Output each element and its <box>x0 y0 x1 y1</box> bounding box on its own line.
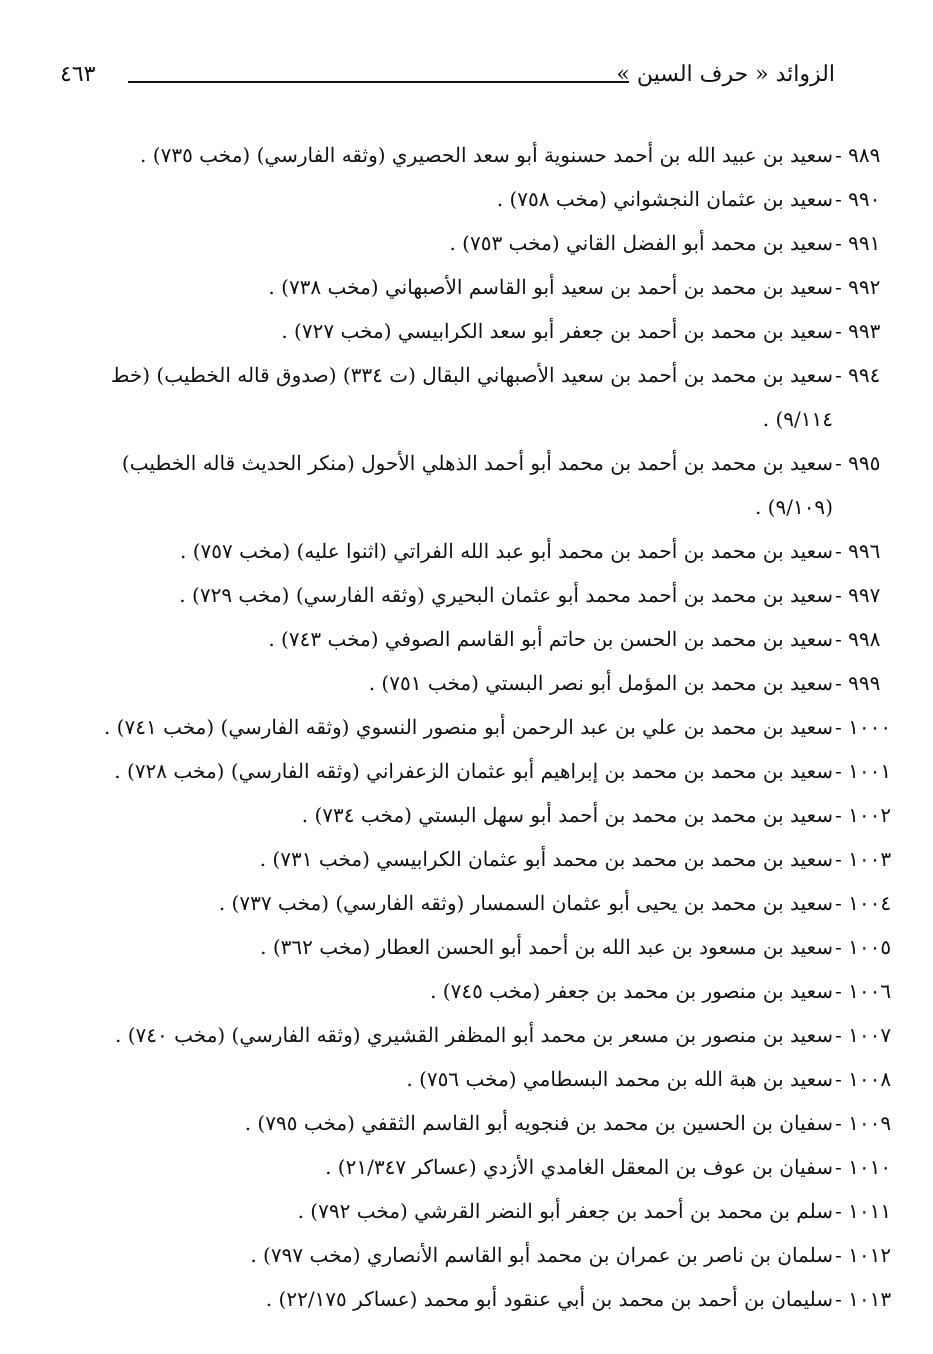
entry-number: ٩٩٨ - <box>835 627 881 651</box>
entry-text: سعيد بن هبة الله بن محمد البسطامي (مخب ٧٥٦) . <box>406 1067 833 1091</box>
list-item <box>63 1189 892 1233</box>
entry-number: ١٠٠٦ - <box>835 979 892 1003</box>
entry-number: ١٠٠٣ - <box>835 847 892 871</box>
running-title: الزوائد « حرف السين » <box>616 62 835 87</box>
list-item <box>63 793 892 837</box>
entry-number: ٩٩٢ - <box>835 275 881 299</box>
entry-number: ٩٩١ - <box>835 231 881 255</box>
entry-number: ١٠١١ - <box>835 1199 892 1223</box>
entry-number: ١٠٠٧ - <box>835 1023 892 1047</box>
entry-text: سعيد بن محمد بن أحمد بن محمد أبو أحمد الذهلي الأحول (منكر الحديث قاله الخطيب) (٩/١٠٩) . <box>121 451 833 519</box>
entry-text: سعيد بن محمد بن المؤمل أبو نصر البستي (مخب ٧٥١) . <box>368 671 833 695</box>
list-item <box>63 529 881 573</box>
entry-text: سعيد بن عثمان النجشواني (مخب ٧٥٨) . <box>496 187 833 211</box>
entry-text: سلمان بن ناصر بن عمران بن محمد أبو القاسم الأنصاري (مخب ٧٩٧) . <box>250 1243 833 1267</box>
entry-text: سعيد بن محمد بن علي بن عبد الرحمن أبو منصور النسوي (وثقه الفارسي) (مخب ٧٤١) . <box>103 715 833 739</box>
entry-number: ٩٩٠ - <box>835 187 881 211</box>
entry-number: ١٠٠٥ - <box>835 935 892 959</box>
list-item <box>63 221 881 265</box>
entry-number: ٩٩٩ - <box>835 671 881 695</box>
entry-number: ١٠٠٠ - <box>835 715 892 739</box>
entry-number: ٩٩٤ - <box>835 363 881 387</box>
list-item <box>63 969 892 1013</box>
entry-text: سفيان بن الحسين بن محمد بن فنجويه أبو القاسم الثقفي (مخب ٧٩٥) . <box>244 1111 833 1135</box>
entry-number: ١٠٠٤ - <box>835 891 892 915</box>
entry-text: سلم بن محمد بن أحمد بن جعفر أبو النضر القرشي (مخب ٧٩٢) . <box>297 1199 833 1223</box>
entry-number: ١٠٠٩ - <box>835 1111 892 1135</box>
entry-text: سعيد بن عبيد الله بن أحمد حسنوية أبو سعد الحصيري (وثقه الفارسي) (مخب ٧٣٥) . <box>140 143 833 167</box>
list-item <box>63 1277 892 1321</box>
list-item <box>63 133 881 177</box>
list-item <box>63 177 881 221</box>
list-item <box>63 309 881 353</box>
entry-number: ١٠١٣ - <box>835 1287 892 1311</box>
page-header <box>60 58 835 98</box>
entry-list <box>63 133 892 1321</box>
entry-number: ٩٩٥ - <box>835 451 881 475</box>
entry-number: ٩٩٧ - <box>835 583 881 607</box>
list-item <box>63 925 892 969</box>
list-item <box>63 573 881 617</box>
entry-text: سعيد بن محمد بن أحمد بن محمد أبو عبد الله الفراتي (اثنوا عليه) (مخب ٧٥٧) . <box>180 539 833 563</box>
entry-text: سعيد بن محمد بن أحمد بن سعيد أبو القاسم الأصبهاني (مخب ٧٣٨) . <box>268 275 833 299</box>
entry-number: ١٠٠٨ - <box>835 1067 892 1091</box>
entry-text: سعيد بن محمد بن أحمد بن جعفر أبو سعد الكرابيسي (مخب ٧٢٧) . <box>281 319 833 343</box>
entry-number: ٩٩٣ - <box>835 319 881 343</box>
entry-text: سعيد بن منصور بن مسعر بن محمد أبو المظفر القشيري (وثقه الفارسي) (مخب ٧٤٠) . <box>115 1023 833 1047</box>
list-item <box>63 837 892 881</box>
list-item <box>63 661 881 705</box>
list-item <box>63 1057 892 1101</box>
entry-text: سعيد بن محمد بن محمد بن محمد أبو عثمان الكرابيسي (مخب ٧٣١) . <box>259 847 833 871</box>
list-item <box>63 1233 892 1277</box>
list-item <box>63 617 881 661</box>
list-item <box>63 265 881 309</box>
list-item <box>63 1145 892 1189</box>
entry-text: سعيد بن محمد بن محمد بن أحمد أبو سهل البستي (مخب ٧٣٤) . <box>301 803 833 827</box>
entry-text: سعيد بن محمد بن محمد بن إبراهيم أبو عثمان الزعفراني (وثقه الفارسي) (مخب ٧٢٨) . <box>114 759 833 783</box>
entry-text: سعيد بن محمد بن أحمد بن سعيد الأصبهاني البقال (ت ٣٣٤) (صدوق قاله الخطيب) (خط ٩/١١٤) . <box>110 363 833 431</box>
list-item <box>63 1013 892 1057</box>
page-number: ٤٦٣ <box>60 62 96 87</box>
list-item <box>63 705 892 749</box>
entry-number: ١٠٠٢ - <box>835 803 892 827</box>
list-item <box>63 881 892 925</box>
entry-text: سعيد بن مسعود بن عبد الله بن أحمد أبو الحسن العطار (مخب ٣٦٢) . <box>260 935 833 959</box>
entry-text: سعيد بن محمد بن الحسن بن حاتم أبو القاسم الصوفي (مخب ٧٤٣) . <box>268 627 833 651</box>
entry-text: سعيد بن محمد أبو الفضل القاني (مخب ٧٥٣) . <box>449 231 833 255</box>
list-item <box>63 749 892 793</box>
entry-number: ٩٨٩ - <box>835 143 881 167</box>
entry-text: سعيد بن محمد بن يحيى أبو عثمان السمسار (وثقه الفارسي) (مخب ٧٣٧) . <box>218 891 833 915</box>
entry-number: ٩٩٦ - <box>835 539 881 563</box>
entry-number: ١٠١٢ - <box>835 1243 892 1267</box>
entry-text: سفيان بن عوف بن المعقل الغامدي الأزدي (عساكر ٢١/٣٤٧) . <box>325 1155 833 1179</box>
entry-number: ١٠١٠ - <box>835 1155 892 1179</box>
entry-text: سليمان بن أحمد بن محمد بن أبي عنقود أبو محمد (عساكر ٢٢/١٧٥) . <box>265 1287 833 1311</box>
list-item <box>63 353 881 441</box>
list-item <box>63 1101 892 1145</box>
entry-number: ١٠٠١ - <box>835 759 892 783</box>
entry-text: سعيد بن منصور بن محمد بن جعفر (مخب ٧٤٥) . <box>430 979 833 1003</box>
entry-text: سعيد بن محمد بن أحمد محمد أبو عثمان البحيري (وثقه الفارسي) (مخب ٧٢٩) . <box>179 583 833 607</box>
header-rule <box>128 81 629 83</box>
list-item <box>63 441 881 529</box>
